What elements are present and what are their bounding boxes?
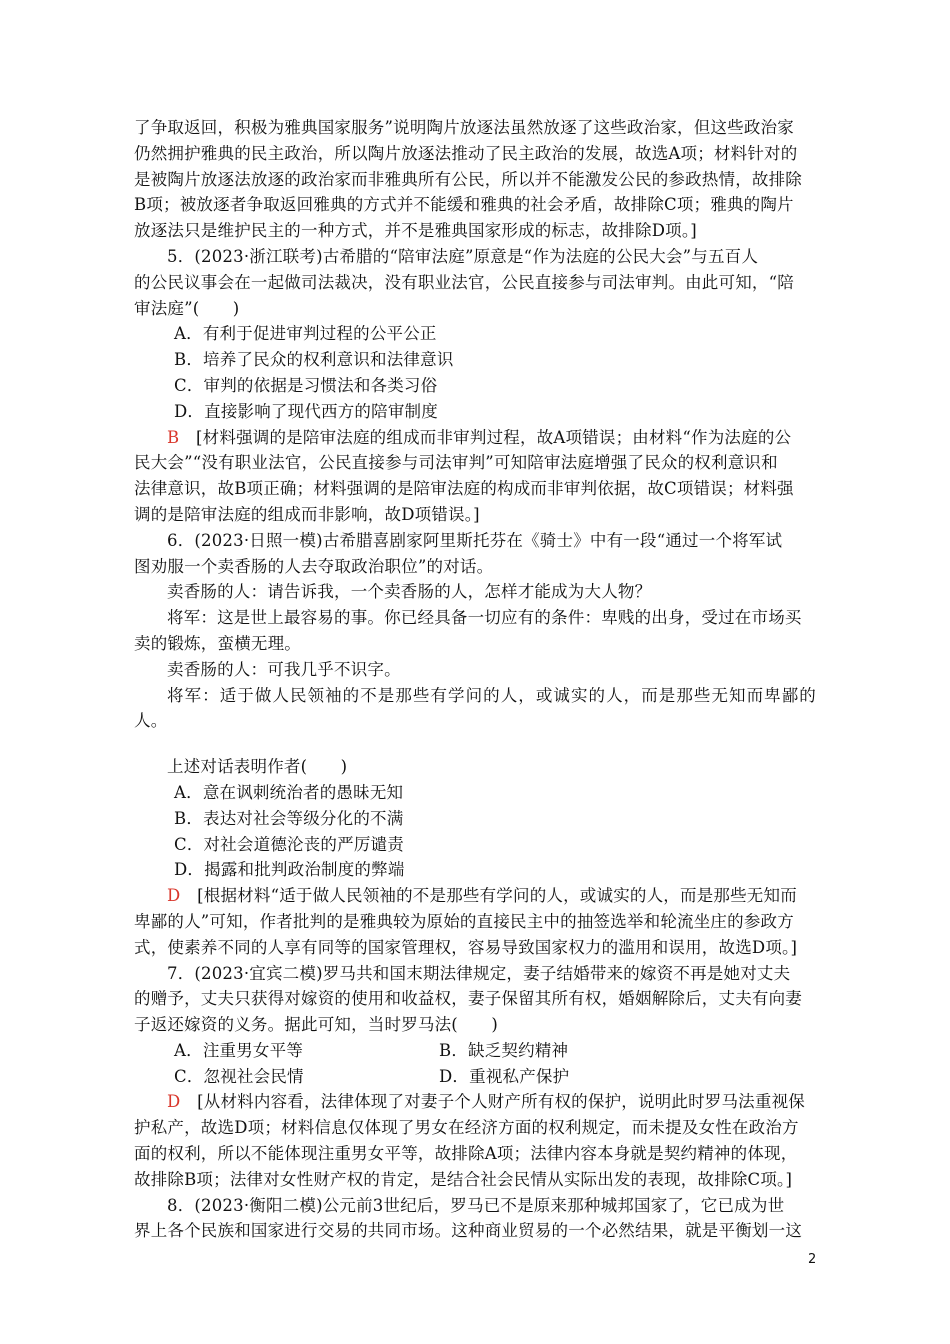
options-row	[134, 1038, 816, 1064]
question-prompt: 上述对话表明作者( )	[167, 757, 348, 777]
dialogue-line: 将军：这是世上最容易的事。你已经具备一切应有的条件：卑贱的出身，受过在市场买	[167, 608, 802, 628]
dialogue-line: 卖香肠的人：请告诉我，一个卖香肠的人，怎样才能成为大人物？	[167, 582, 652, 602]
answer-explanation: 面的权利，所以不能体现注重男女平等，故排除A项；法律内容本身就是契约精神的体现，	[134, 1144, 798, 1164]
question-stem: 5．(2023·浙江联考)古希腊的“陪审法庭”原意是“作为法庭的公民大会”与五百人	[167, 246, 759, 266]
answer-explanation: 卑鄙的人”可知，作者批判的是雅典较为原始的直接民主中的抽签选举和轮流坐庄的参政方	[134, 911, 794, 931]
answer-explanation: 民大会”“没有职业法官，公民直接参与司法审判”可知陪审法庭增强了民众的权利意识和	[134, 453, 778, 473]
answer-explanation: 调的是陪审法庭的组成而非影响，故D项错误。]	[134, 504, 480, 524]
option-c: C．对社会道德沦丧的严厉谴责	[174, 834, 404, 854]
answer-letter: D	[167, 1092, 181, 1112]
page-content	[134, 115, 816, 1244]
question-stem: 6．(2023·日照一模)古希腊喜剧家阿里斯托芬在《骑士》中有一段“通过一个将军试	[167, 530, 783, 550]
answer-explanation: 法律意识，故B项正确；材料强调的是陪审法庭的构成而非审判依据，故C项错误；材料强	[134, 479, 794, 499]
question-stem: 界上各个民族和国家进行交易的共同市场。这种商业贸易的一个必然结果，就是平衡划一这	[134, 1221, 802, 1241]
page-number: 2	[808, 1252, 817, 1267]
option-c: C．忽视社会民情	[174, 1066, 304, 1086]
options-row	[134, 1064, 816, 1090]
continuation-line: 放逐法只是维护民主的一种方式，并不是雅典国家形成的标志，故排除D项。]	[134, 221, 697, 241]
continuation-line: B项；被放逐者争取返回雅典的方式并不能缓和雅典的社会矛盾，故排除C项；雅典的陶片	[134, 195, 794, 215]
dialogue-line: 卖香肠的人：可我几乎不识字。	[167, 659, 401, 679]
spacer	[134, 734, 816, 754]
option-d: D．直接影响了现代西方的陪审制度	[174, 401, 438, 421]
question-stem: 的赠予，丈夫只获得对嫁资的使用和收益权，妻子保留其所有权，婚姻解除后，丈夫有向妻	[134, 989, 802, 1009]
option-d: D．揭露和批判政治制度的弊端	[174, 860, 405, 880]
answer-explanation: D [根据材料“适于做人民领袖的不是那些有学问的人，或诚实的人，而是那些无知而	[167, 886, 797, 906]
answer-explanation: D [从材料内容看，法律体现了对妻子个人财产所有权的保护，说明此时罗马法重视保	[167, 1092, 805, 1112]
option-b: B．表达对社会等级分化的不满	[174, 808, 404, 828]
question-stem: 的公民议事会在一起做司法裁决，没有职业法官，公民直接参与司法审判。由此可知，“陪	[134, 272, 794, 292]
option-a: A．意在讽刺统治者的愚昧无知	[174, 782, 404, 802]
dialogue-line: 卖的锻炼，蛮横无理。	[134, 633, 301, 653]
answer-explanation: 式，使素养不同的人享有同等的国家管理权，容易导致国家权力的滥用和误用，故选D项。]	[134, 937, 798, 957]
answer-explanation: 故排除B项；法律对女性财产权的肯定，是结合社会民情从实际出发的表现，故排除C项。]	[134, 1169, 793, 1189]
option-b: B．缺乏契约精神	[439, 1040, 569, 1060]
continuation-line: 了争取返回，积极为雅典国家服务”说明陶片放逐法虽然放逐了这些政治家，但这些政治家	[134, 118, 794, 137]
option-b: B．培养了民众的权利意识和法律意识	[174, 350, 454, 370]
question-stem: 审法庭”( )	[134, 298, 240, 318]
question-stem: 子返还嫁资的义务。据此可知，当时罗马法( )	[134, 1015, 498, 1035]
option-c: C．审判的依据是习惯法和各类习俗	[174, 375, 438, 395]
question-8	[134, 1193, 816, 1245]
answer-letter: D	[167, 886, 181, 906]
question-stem: 8．(2023·衡阳二模)公元前3世纪后，罗马已不是原来那种城邦国家了，它已成为世	[167, 1195, 785, 1215]
continuation-line: 仍然拥护雅典的民主政治，所以陶片放逐法推动了民主政治的发展，故选A项；材料针对的	[134, 143, 798, 163]
answer-explanation: B [材料强调的是陪审法庭的组成而非审判过程，故A项错误；由材料“作为法庭的公	[167, 427, 792, 447]
dialogue-line: 将军：适于做人民领袖的不是那些有学问的人，或诚实的人，而是那些无知而卑鄙的人。	[134, 685, 816, 731]
question-stem: 7．(2023·宜宾二模)罗马共和国末期法律规定，妻子结婚带来的嫁资不再是她对丈夫	[167, 963, 791, 983]
question-7	[134, 961, 816, 1193]
option-d: D．重视私产保护	[439, 1066, 570, 1086]
question-6	[134, 528, 816, 961]
answer-letter: B	[167, 427, 180, 447]
option-a: A．有利于促进审判过程的公平公正	[174, 324, 437, 344]
question-5	[134, 244, 816, 528]
continuation-line: 是被陶片放逐法放逐的政治家而非雅典所有公民，所以并不能激发公民的参政热情，故排除	[134, 169, 802, 189]
option-a: A．注重男女平等	[174, 1040, 304, 1060]
answer-explanation: 护私产，故选D项；材料信息仅体现了男女在经济方面的权利规定，而未提及女性在政治方	[134, 1118, 799, 1138]
question-stem: 图劝服一个卖香肠的人去夺取政治职位”的对话。	[134, 556, 494, 576]
